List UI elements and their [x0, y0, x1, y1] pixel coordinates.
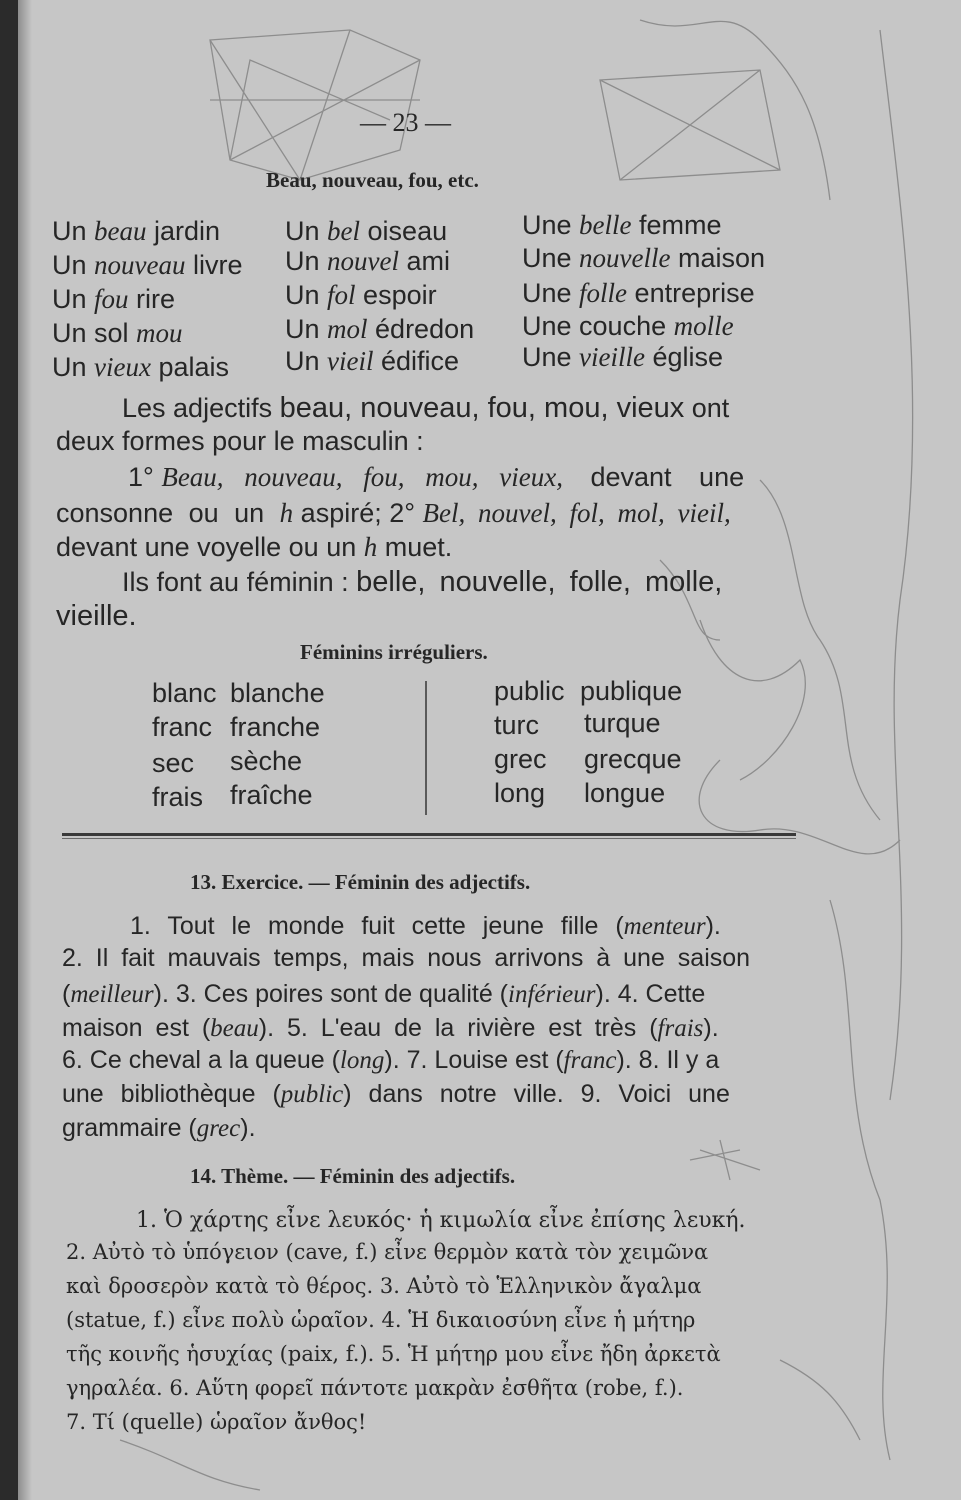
irregular-masc: frais [152, 782, 204, 812]
example-cell: Un vieil édifice [285, 346, 460, 376]
text-line: devant une voyelle ou un h muet. [56, 532, 453, 562]
text-line: maison est (beau). 5. L'eau de la rivière est très (frais). [62, 1014, 719, 1042]
text-line: consonne ou un h aspiré; 2° Bel, nouvel, fol, mol, vieil, [56, 498, 731, 528]
example-cell: Une folle entreprise [522, 278, 755, 308]
example-cell: Un mol édredon [285, 314, 475, 344]
text-line: Les adjectifs beau, nouveau, fou, mou, vieux ont [122, 392, 730, 424]
greek-line: 7. Τί (quelle) ὡραῖον ἄνθος! [66, 1410, 367, 1434]
example-cell: Un fol espoir [285, 280, 437, 310]
text-line: 1. Tout le monde fuit cette jeune fille (menteur). [130, 912, 721, 940]
irregular-fem: grecque [584, 744, 682, 774]
example-cell: Un nouveau livre [52, 250, 243, 280]
greek-line: (statue, f.) εἶνε πολὺ ὡραῖον. 4. Ἡ δικαιοσύνη εἶνε ἡ μήτηρ [66, 1308, 696, 1332]
irregular-fem: fraîche [230, 780, 313, 810]
example-cell: Une nouvelle maison [522, 243, 766, 273]
text-line: 6. Ce cheval a la queue (long). 7. Louise est (franc). 8. Il y a [62, 1046, 720, 1074]
irregular-masc: blanc [152, 678, 217, 708]
text-line: (meilleur). 3. Ces poires sont de qualité (inférieur). 4. Cette [62, 980, 706, 1008]
column-divider [425, 681, 427, 815]
greek-line: 2. Αὐτὸ τὸ ὑπόγειον (cave, f.) εἶνε θερμὸν κατὰ τὸν χειμῶνα [66, 1240, 709, 1264]
irregular-masc: public [494, 676, 565, 706]
theme-title: 14. Thème. — Féminin des adjectifs. [190, 1164, 516, 1188]
text-line: vieille. [56, 600, 137, 632]
exercise-title: 13. Exercice. — Féminin des adjectifs. [190, 870, 531, 894]
greek-line: καὶ δροσερὸν κατὰ τὸ θέρος. 3. Αὐτὸ τὸ Ἑλληνικὸν ἄγαλμα [66, 1274, 702, 1298]
text-line: 2. Il fait mauvais temps, mais nous arrivons à une saison [62, 944, 751, 972]
example-cell: Un fou rire [52, 284, 176, 314]
example-cell: Un nouvel ami [285, 246, 451, 276]
irregular-fem: franche [230, 712, 321, 742]
binding-edge [0, 0, 18, 1500]
example-cell: Une couche molle [522, 311, 734, 341]
example-cell: Un sol mou [52, 318, 183, 348]
irregular-masc: franc [152, 712, 213, 742]
example-cell: Un beau jardin [52, 216, 221, 246]
irregular-masc: sec [152, 748, 195, 778]
greek-line: τῆς κοινῆς ἡσυχίας (paix, f.). 5. Ἡ μήτηρ μου εἶνε ἤδη ἀρκετὰ [66, 1342, 721, 1366]
greek-line: 1. Ὁ χάρτης εἶνε λευκός· ἡ κιμωλία εἶνε ἐπίσης λευκή. [136, 1208, 746, 1233]
example-cell: Un vieux palais [52, 352, 230, 382]
section-divider [62, 833, 796, 836]
example-cell: Un bel oiseau [285, 216, 448, 246]
page-number: — 23 — [360, 108, 451, 137]
irregular-fem: blanche [230, 678, 325, 708]
greek-line: γηραλέα. 6. Αὕτη φορεῖ πάντοτε μακρὰν ἐσθῆτα (robe, f.). [66, 1376, 684, 1400]
irregular-fem: longue [584, 778, 666, 808]
text-line: grammaire (grec). [62, 1114, 256, 1142]
irregular-fem: turque [584, 708, 661, 738]
example-cell: Une belle femme [522, 210, 722, 240]
irregular-masc: grec [494, 744, 547, 774]
text-line: Ils font au féminin : belle, nouvelle, folle, molle, [122, 566, 723, 598]
irregular-title: Féminins irréguliers. [300, 640, 488, 664]
text-line: 1° Beau, nouveau, fou, mou, vieux, devant une [128, 462, 745, 492]
page-shadow [18, 0, 32, 1500]
example-cell: Une vieille église [522, 342, 724, 372]
section-title: Beau, nouveau, fou, etc. [266, 168, 479, 192]
section-divider-thin [62, 838, 796, 839]
text-line: une bibliothèque (public) dans notre ville. 9. Voici une [62, 1080, 730, 1108]
irregular-masc: long [494, 778, 546, 808]
irregular-fem: sèche [230, 746, 303, 776]
irregular-masc: turc [494, 710, 540, 740]
text-line: deux formes pour le masculin : [56, 426, 424, 456]
irregular-fem: publique [580, 676, 683, 706]
